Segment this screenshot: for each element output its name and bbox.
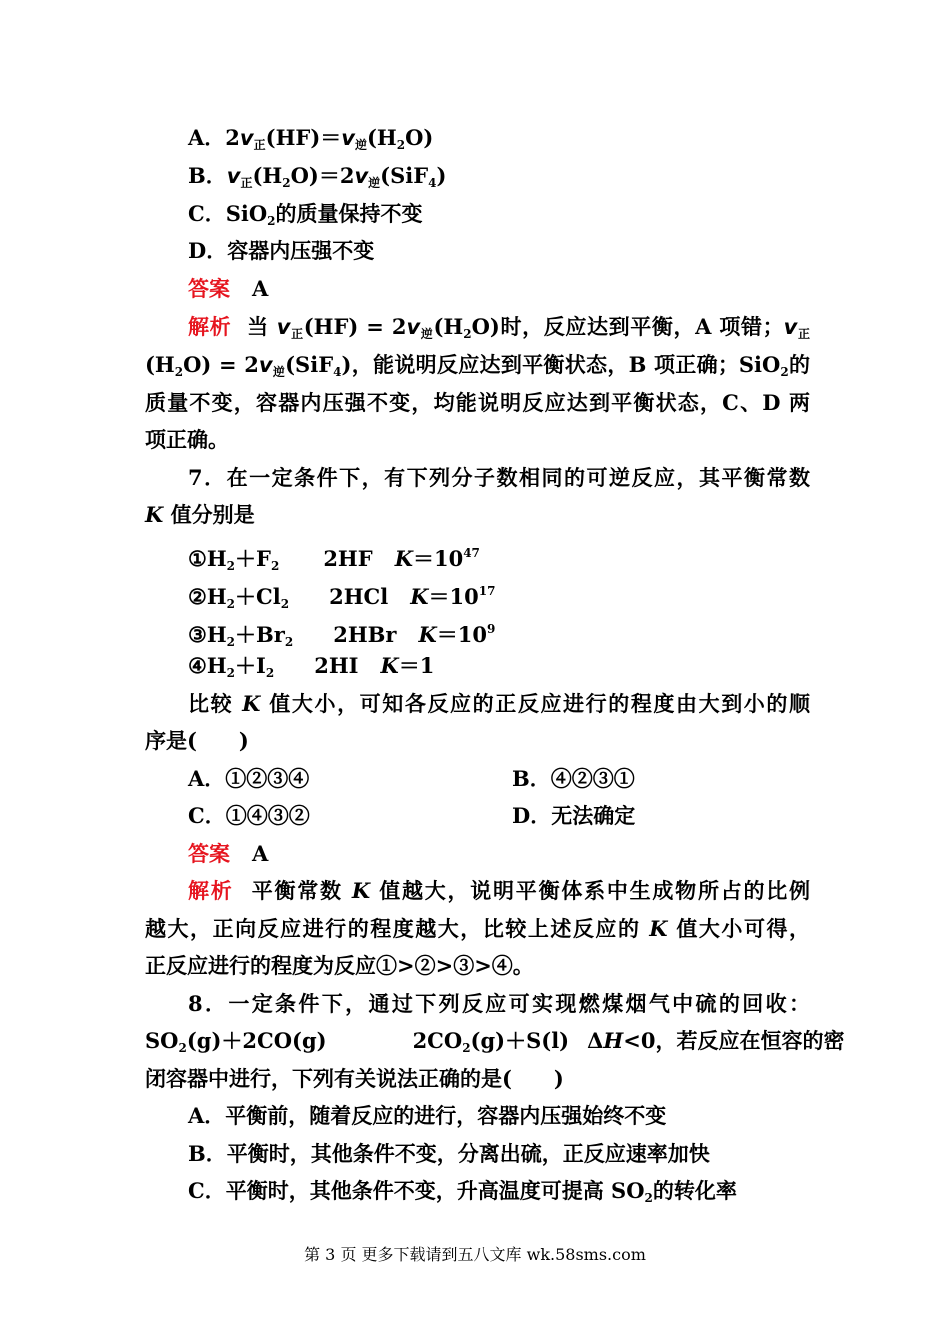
q6-analysis-line-4: 项正确。 — [145, 427, 229, 452]
q6-answer — [188, 274, 853, 304]
q7-option-c: C．①④③② — [188, 803, 310, 828]
q7-stem-line-2: K 值分别是 — [145, 502, 255, 527]
q6-option-a: A．2v正(HF)＝v逆$(H_2O)$ — [188, 125, 434, 152]
analysis-label: 解析 — [188, 314, 232, 339]
q6-option-d — [188, 236, 853, 266]
answer-label: 答案 — [188, 276, 230, 301]
q7-option-b: B．④②③① — [512, 766, 635, 791]
q7-option-a: A．①②③④ — [188, 766, 310, 791]
q6-analysis-line-1: 解析 当 v正(HF) = 2v逆$(H_2O)$时，反应达到平衡，A 项错；v正 — [188, 314, 811, 341]
page-footer: 第 3 页 更多下载请到五八文库 wk.58sms.com — [304, 1245, 646, 1264]
option-label: B． — [188, 163, 227, 188]
q7-answer — [188, 839, 853, 869]
q7-reaction-3: $③H_2+Br_2$ 2HBr $K=10^9$ — [188, 622, 496, 649]
q7-reaction-2: $②H_2+Cl_2$ 2HCl $K=10^{17}$ — [188, 584, 496, 611]
q8-stem-line-2: $SO_2(g)+2CO(g)$ $2CO_2(g)+S(l)$ ΔH<0，若反应在恒容的密 — [145, 1028, 845, 1055]
option-label: A． — [188, 125, 226, 150]
q7-reaction-4: $④H_2+I_2$ 2HI K＝1 — [188, 653, 435, 680]
analysis-label: 解析 — [188, 878, 234, 903]
q6-option-b: B．v正$(H_2O)=2v$逆(SiF$_4$) — [188, 163, 447, 190]
option-label: C． — [188, 201, 226, 226]
answer-value: A — [251, 276, 269, 301]
option-text: 容器内压强不变 — [227, 238, 375, 263]
q7-analysis-line-2: 越大，正向反应进行的程度越大，比较上述反应的 K 值大小可得， — [145, 916, 810, 941]
q7-question-line-1: 比较 K 值大小，可知各反应的正反应进行的程度由大到小的顺 — [188, 691, 811, 716]
q7-stem-line-1: 7．在一定条件下，有下列分子数相同的可逆反应，其平衡常数 — [188, 465, 810, 490]
q7-options-row-2 — [188, 801, 853, 831]
q6-option-c: C．SiO$_2$的质量保持不变 — [188, 201, 423, 228]
q7-analysis-line-1: 解析 平衡常数 K 值越大，说明平衡体系中生成物所占的比例 — [188, 878, 811, 903]
q7-reaction-1: $①H_2+F_2$ 2HF $K=10^{47}$ — [188, 546, 480, 573]
q6-analysis-line-2: $(H_2O) = 2v$逆(SiF$_4$)，能说明反应达到平衡状态，B 项正确；SiO$_2$的 — [145, 352, 811, 379]
q8-stem-line-3: 闭容器中进行，下列有关说法正确的是( ) — [145, 1066, 564, 1091]
option-label: D． — [188, 238, 228, 263]
q7-options-row-1 — [188, 764, 853, 794]
q7-option-d: D．无法确定 — [512, 803, 636, 828]
q8-option-b: B．平衡时，其他条件不变，分离出硫，正反应速率加快 — [188, 1141, 710, 1166]
q8-option-c: C．平衡时，其他条件不变，升高温度可提高 $SO_2$的转化率 — [188, 1178, 737, 1205]
q7-question-line-2: 序是( ) — [145, 728, 249, 753]
answer-label: 答案 — [188, 841, 230, 866]
q8-stem-line-1: 8．一定条件下，通过下列反应可实现燃煤烟气中硫的回收： — [188, 991, 810, 1016]
q6-analysis-line-3: 质量不变，容器内压强不变，均能说明反应达到平衡状态，C、D 两 — [145, 390, 810, 415]
q7-analysis-line-3: 正反应进行的程度为反应①>②>③>④。 — [145, 953, 534, 978]
answer-value: A — [251, 841, 269, 866]
q8-option-a: A．平衡前，随着反应的进行，容器内压强始终不变 — [188, 1103, 667, 1128]
